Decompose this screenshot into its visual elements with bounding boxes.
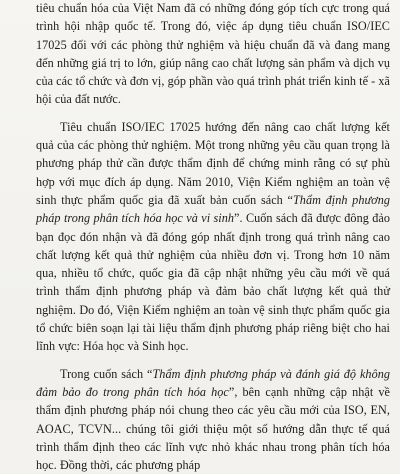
document-body xyxy=(36,0,390,474)
paragraph-gap xyxy=(36,356,390,365)
text-segment: Trong cuốn sách “ xyxy=(60,366,153,381)
text-segment: tiêu chuẩn hóa của Việt Nam đã có những đóng góp tích cực trong quá trình hội nhập quốc tế. Trong đó, việc áp dụng tiêu chuẩn ISO/IEC 17025 đối với các phòng thử nghiệm và hiệu chuẩn đã và đang mang đến những giá trị to lớn, giúp nâng cao chất lượng sản phẩm và dịch vụ của các tổ chức và đơn vị, góp phần vào quá trình phát triển kinh tế - xã hội của đất nước. xyxy=(36,1,390,107)
book-title-2010: Thẩm định phương pháp trong phân tích hóa học và vi sinh xyxy=(36,192,391,226)
text-segment: ”, bên cạnh những cập nhật về thẩm định phương pháp nói chung theo các yêu cầu mới của ISO, EN, AOAC, TCVN... chúng tôi giới thiệu một số hướng dẫn thực tế quá trình thẩm định theo các lĩnh vực nhỏ khác nhau trong phân tích hóa học. Đồng thời, các phương pháp xyxy=(36,384,390,473)
paragraph-iso-17025 xyxy=(36,118,390,356)
book-title-new: Thẩm định phương pháp và đánh giá độ không đảm bảo đo trong phân tích hóa học xyxy=(36,366,390,399)
paragraph-intro-continuation xyxy=(36,0,390,109)
paragraph-new-book xyxy=(36,365,390,474)
text-segment: ”. Cuốn sách đã được đông đảo bạn đọc đón nhận và đã đóng góp nhất định trong quá trình nâng cao chất lượng kết quả thử nghiệm của nhiều đơn vị. Trong hơn 10 năm qua, nhiều tổ chức, quốc gia đã cập nhật những yêu cầu mới về quá trình thẩm định phương pháp và đảm bảo chất lượng kết quả thử nghiệm. Do đó, Viện Kiểm nghiệm an toàn vệ sinh thực phẩm quốc gia tổ chức biên soạn lại tài liệu thẩm định phương pháp riêng biệt cho hai lĩnh vực: Hóa học và Sinh học. xyxy=(36,211,390,354)
paragraph-gap xyxy=(36,109,390,118)
text-segment: Tiêu chuẩn ISO/IEC 17025 hướng đến nâng cao chất lượng kết quả của các phòng thử nghiệm. Một trong những yêu cầu quan trọng là phương pháp thử cần được thẩm định để chứng minh rằng có sự phù hợp với mục đích áp dụng. Năm 2010, Viện Kiểm nghiệm an toàn vệ sinh thực phẩm quốc gia đã xuất bản cuốn sách “ xyxy=(36,119,390,207)
